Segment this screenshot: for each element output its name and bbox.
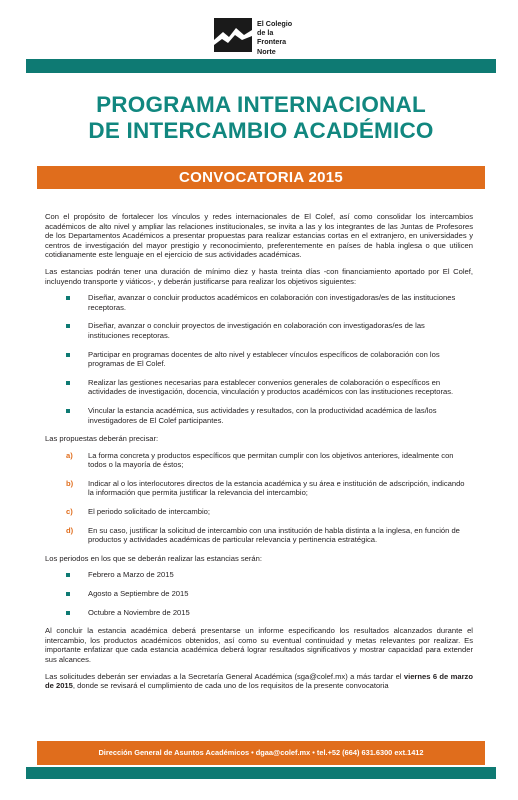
square-bullet-icon <box>66 611 70 615</box>
period-item <box>45 608 473 618</box>
requirement-marker: b) <box>66 478 74 488</box>
objective-item <box>45 321 473 340</box>
requirement-item <box>45 479 473 498</box>
logo-text: El Colegio de la Frontera Norte <box>257 19 293 56</box>
objective-text: Diseñar, avanzar o concluir proyectos de investigación en colaboración con investigadoras/es de las instituciones receptoras. <box>88 321 425 340</box>
report-paragraph: Al concluir la estancia académica deberá presentarse un informe especificando los resultados alcanzados durante el intercambio, los productos académicos obtenidos, así como su eventual continuidad y metas relevantes por realizar. Es importante enfatizar que cada estancia académica deberá lograr resultados significativos y mostrar capacidad para extender sus alcances. <box>45 626 473 664</box>
title-line-1: PROGRAMA INTERNACIONAL <box>96 92 426 117</box>
square-bullet-icon <box>66 296 70 300</box>
objective-item <box>45 293 473 312</box>
period-text: Febrero a Marzo de 2015 <box>88 570 174 580</box>
square-bullet-icon <box>66 324 70 328</box>
proposals-intro: Las propuestas deberán precisar: <box>45 434 159 444</box>
closing-text-start: Las solicitudes deberán ser enviadas a la Secretaría General Académica (sga@colef.mx) a más tardar el <box>45 671 404 681</box>
period-item <box>45 589 473 599</box>
objective-item <box>45 378 473 397</box>
requirement-item <box>45 451 473 470</box>
square-bullet-icon <box>66 573 70 577</box>
requirement-item <box>45 526 473 545</box>
period-text: Agosto a Septiembre de 2015 <box>88 589 189 599</box>
requirement-marker: c) <box>66 507 73 517</box>
mountain-logo-icon <box>214 18 252 52</box>
requirement-text: El periodo solicitado de intercambio; <box>88 507 210 517</box>
footer-contact-text: Dirección General de Asuntos Académicos • dgaa@colef.mx • tel.+52 (664) 631.6300 ext.1412 <box>98 748 424 757</box>
requirements-list <box>45 451 473 545</box>
duration-paragraph: Las estancias podrán tener una duración de mínimo diez y hasta treinta días -con financiamiento aportado por El Colef, incluyendo transporte y viáticos-, y deberán justificarse para realizar los objetivos siguientes: <box>45 266 473 286</box>
title-line-2: DE INTERCAMBIO ACADÉMICO <box>88 118 434 143</box>
footer-banner <box>37 741 485 765</box>
deadline-text: viernes 6 de marzo de 2015 <box>45 671 473 691</box>
periods-list <box>45 570 473 617</box>
objective-text: Diseñar, avanzar o concluir productos académicos en colaboración con investigadoras/es de las instituciones receptoras. <box>88 293 456 312</box>
square-bullet-icon <box>66 592 70 596</box>
objective-text: Participar en programas docentes de alto nivel y establecer vínculos específicos de colaboración con los programas de El Colef. <box>88 349 440 369</box>
objective-text: Vincular la estancia académica, sus actividades y resultados, con la productividad académica de las/los investigadores de El Colef participantes. <box>88 405 437 425</box>
objective-text: Realizar las gestiones necesarias para establecer convenios generales de colaboración o específicos en actividades de investigación, docencia, vinculación y productos académicos con las instituciones receptoras. <box>88 377 454 397</box>
objectives-list <box>45 293 473 425</box>
closing-paragraph <box>45 672 473 691</box>
objective-item <box>45 350 473 369</box>
requirement-text: La forma concreta y productos específicos que permitan cumplir con los objetivos anteriores, idealmente con todos o la mayoría de éstos; <box>88 450 454 470</box>
square-bullet-icon <box>66 409 70 413</box>
requirement-item <box>45 507 473 517</box>
square-bullet-icon <box>66 353 70 357</box>
square-bullet-icon <box>66 381 70 385</box>
requirement-text: En su caso, justificar la solicitud de intercambio con una institución de habla distinta a la inglesa, en función de productos y actividades académicas de particular relevancia y pertinencia estratégica. <box>88 525 460 545</box>
closing-text-end: , donde se revisará el cumplimiento de cada uno de los requisitos de la presente convocatoria <box>72 681 389 691</box>
subtitle-text: CONVOCATORIA 2015 <box>178 169 344 186</box>
bottom-teal-bar <box>26 767 496 779</box>
periods-intro: Los periodos en los que se deberán realizar las estancias serán: <box>45 553 262 563</box>
subtitle-banner <box>37 166 485 189</box>
intro-paragraph: Con el propósito de fortalecer los vínculos y redes internacionales de El Colef, así como consolidar los intercambios académicos de alto nivel y ampliar las relaciones institucionales, se invita a las y los integrantes de las Juntas de Profesores de los Departamentos Académicos a presentar propuestas para realizar estancias cortas en el extranjero, en universidades y centros de investigación del mayor prestigio y reconocimiento, preferentemente en países de habla inglesa o que utilicen cotidianamente este lenguaje en el ejercicio de sus actividades académicas. <box>45 212 473 260</box>
page-title <box>26 92 496 144</box>
period-item <box>45 570 473 580</box>
requirement-text: Indicar al o los interlocutores directos de la estancia académica y su área e institución de adscripción, indicando la información que permita justificar la relevancia del intercambio; <box>88 478 465 498</box>
requirement-marker: a) <box>66 450 73 460</box>
top-teal-bar <box>26 59 496 73</box>
period-text: Octubre a Noviembre de 2015 <box>88 607 190 617</box>
colef-logo <box>214 18 304 56</box>
document-body <box>45 212 473 698</box>
objective-item <box>45 406 473 425</box>
requirement-marker: d) <box>66 525 74 535</box>
